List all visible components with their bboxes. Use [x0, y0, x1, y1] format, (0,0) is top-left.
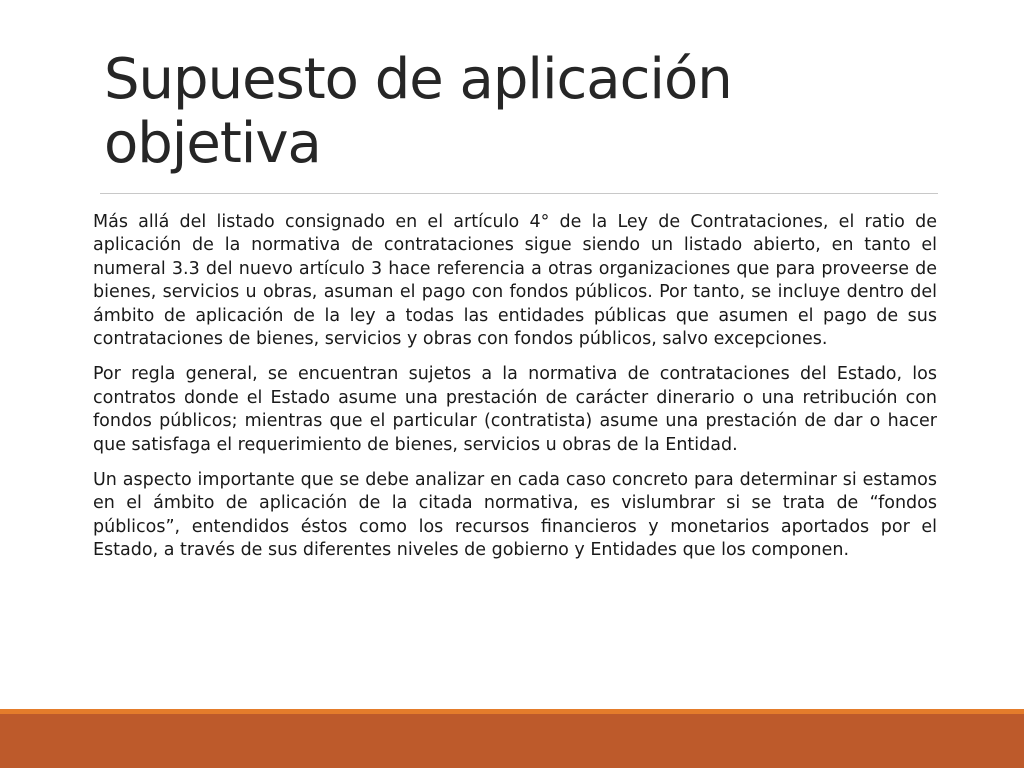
paragraph-scope: Más allá del listado consignado en el artículo 4° de la Ley de Contrataciones, el ratio de aplicación de la normativa de contrataciones sigue siendo un listado abierto, en tanto el numeral 3.3 del nuevo artículo 3 hace referencia a otras organizaciones que para proveerse de bienes, servicios u obras, asuman el pago con fondos públicos. Por tanto, se incluye dentro del ámbito de aplicación de la ley a todas las entidades públicas que asumen el pago de sus contrataciones de bienes, servicios y obras con fondos públicos, salvo excepciones.: [93, 212, 937, 350]
slide-title: Supuesto de aplicación objetiva: [104, 47, 732, 176]
paragraph-public-funds: Un aspecto importante que se debe analizar en cada caso concreto para determinar si estamos en el ámbito de aplicación de la citada normativa, es vislumbrar si se trata de “fondos públicos”, entendidos éstos como los recursos financieros y monetarios aportados por el Estado, a través de sus diferentes niveles de gobierno y Entidades que los componen.: [93, 470, 937, 561]
slide-body: [93, 211, 937, 575]
footer-bar: [0, 714, 1024, 768]
paragraph-general-rule: Por regla general, se encuentran sujetos a la normativa de contrataciones del Estado, los contratos donde el Estado asume una prestación de carácter dinerario o una retribución con fondos públicos; mientras que el particular (contratista) asume una prestación de dar o hacer que satisfaga el requerimiento de bienes, servicios u obras de la Entidad.: [93, 364, 937, 455]
title-divider: [100, 193, 938, 194]
